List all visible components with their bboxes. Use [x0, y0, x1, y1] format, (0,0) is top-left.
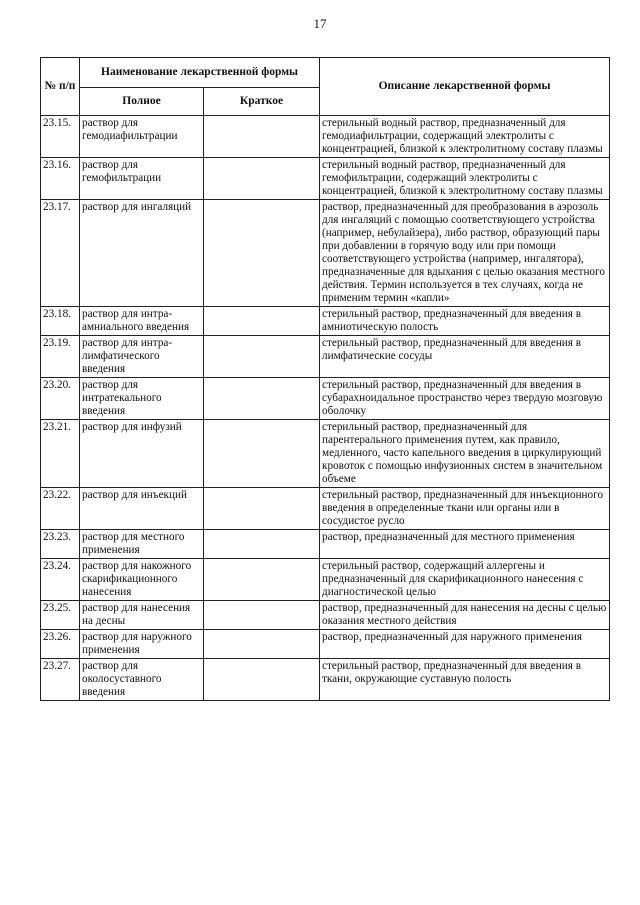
dosage-forms-table — [40, 57, 610, 701]
header-name-group: Наименование лекарственной формы — [80, 58, 320, 88]
table-header — [41, 58, 610, 116]
table-row — [41, 601, 610, 630]
row-description: раствор, предназначенный для нанесения на десны с целью оказания местного действия — [320, 601, 610, 630]
row-number: 23.23. — [41, 530, 80, 559]
header-short-name: Краткое — [204, 88, 320, 116]
table-row — [41, 659, 610, 701]
row-short-name — [204, 420, 320, 488]
row-full-name: раствор для местного применения — [80, 530, 204, 559]
table-row — [41, 200, 610, 307]
table-body — [41, 116, 610, 701]
row-full-name: раствор для гемодиафильтрации — [80, 116, 204, 158]
table-row — [41, 630, 610, 659]
table-row — [41, 420, 610, 488]
header-full-name: Полное — [80, 88, 204, 116]
row-number: 23.21. — [41, 420, 80, 488]
row-short-name — [204, 116, 320, 158]
row-short-name — [204, 488, 320, 530]
header-number: № п/п — [41, 58, 80, 116]
row-short-name — [204, 659, 320, 701]
row-short-name — [204, 378, 320, 420]
row-full-name: раствор для инъекций — [80, 488, 204, 530]
row-short-name — [204, 630, 320, 659]
row-short-name — [204, 158, 320, 200]
row-short-name — [204, 559, 320, 601]
row-description: стерильный водный раствор, предназначенный для гемодиафильтрации, содержащий электролиты с концентрацией, близкой к электролитному составу плазмы — [320, 116, 610, 158]
row-number: 23.19. — [41, 336, 80, 378]
row-full-name: раствор для интратекального введения — [80, 378, 204, 420]
row-full-name: раствор для накожного скарификационного нанесения — [80, 559, 204, 601]
row-short-name — [204, 200, 320, 307]
row-description: стерильный раствор, предназначенный для введения в ткани, окружающие суставную полость — [320, 659, 610, 701]
table-row — [41, 116, 610, 158]
table-row — [41, 158, 610, 200]
row-description: стерильный раствор, предназначенный для инъекционного введения в определенные ткани или органы или в сосудистое русло — [320, 488, 610, 530]
row-description: стерильный водный раствор, предназначенный для гемофильтрации, содержащий электролиты с концентрацией, близкой к электролитному составу плазмы — [320, 158, 610, 200]
row-description: стерильный раствор, предназначенный для парентерального применения путем, как правило, медленного, часто капельного введения в циркулирующий кровоток с помощью инфузионных систем в значительном объеме — [320, 420, 610, 488]
row-description: раствор, предназначенный для наружного применения — [320, 630, 610, 659]
row-short-name — [204, 336, 320, 378]
row-number: 23.17. — [41, 200, 80, 307]
table-row — [41, 336, 610, 378]
row-number: 23.16. — [41, 158, 80, 200]
table-row — [41, 530, 610, 559]
row-number: 23.18. — [41, 307, 80, 336]
table-row — [41, 307, 610, 336]
row-full-name: раствор для интра-лимфатического введения — [80, 336, 204, 378]
row-number: 23.24. — [41, 559, 80, 601]
table-row — [41, 488, 610, 530]
row-short-name — [204, 601, 320, 630]
row-full-name: раствор для околосуставного введения — [80, 659, 204, 701]
row-number: 23.22. — [41, 488, 80, 530]
table-row — [41, 559, 610, 601]
row-full-name: раствор для гемофильтрации — [80, 158, 204, 200]
row-full-name: раствор для наружного применения — [80, 630, 204, 659]
row-full-name: раствор для ингаляций — [80, 200, 204, 307]
row-description: раствор, предназначенный для местного применения — [320, 530, 610, 559]
row-full-name: раствор для инфузий — [80, 420, 204, 488]
row-description: стерильный раствор, предназначенный для введения в амниотическую полость — [320, 307, 610, 336]
row-description: стерильный раствор, содержащий аллергены и предназначенный для скарификационного нанесения с диагностической целью — [320, 559, 610, 601]
row-full-name: раствор для нанесения на десны — [80, 601, 204, 630]
row-number: 23.25. — [41, 601, 80, 630]
row-description: раствор, предназначенный для преобразования в аэрозоль для ингаляций с помощью соответствующего устройства (например, небулайзера), либо раствор, образующий пары при добавлении в горячую воду или при помощи соответствующего устройства (например, ингалятора), предназначенные для вдыхания с целью оказания местного действия. Термин используется в тех случаях, когда не применим термин «капли» — [320, 200, 610, 307]
header-description: Описание лекарственной формы — [320, 58, 610, 116]
row-description: стерильный раствор, предназначенный для введения в субарахноидальное пространство через твердую мозговую оболочку — [320, 378, 610, 420]
row-number: 23.26. — [41, 630, 80, 659]
row-number: 23.15. — [41, 116, 80, 158]
row-full-name: раствор для интра-амниального введения — [80, 307, 204, 336]
row-short-name — [204, 307, 320, 336]
table-row — [41, 378, 610, 420]
row-short-name — [204, 530, 320, 559]
row-number: 23.20. — [41, 378, 80, 420]
row-description: стерильный раствор, предназначенный для введения в лимфатические сосуды — [320, 336, 610, 378]
row-number: 23.27. — [41, 659, 80, 701]
page-number: 17 — [313, 16, 327, 31]
